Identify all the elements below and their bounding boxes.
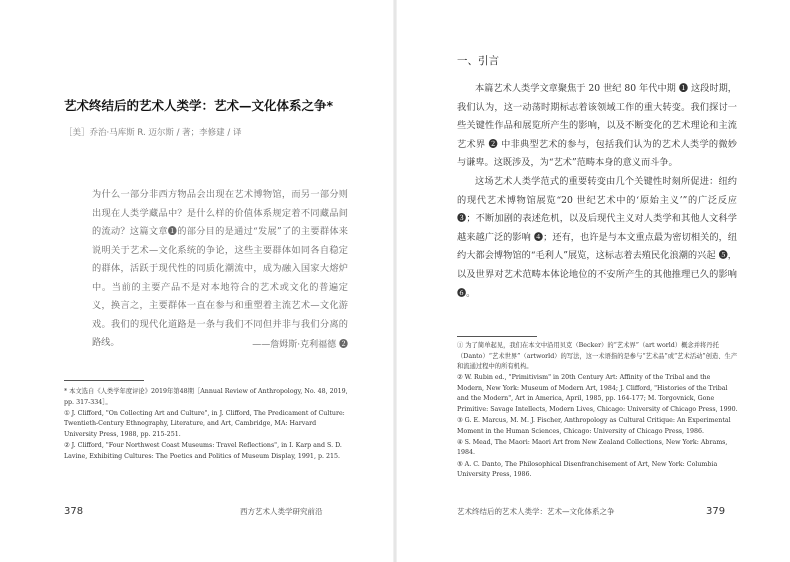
footnote: * 本文选自《人类学年度评论》2019年第48期［Annual Review of Anthropology, No. 48, 2019, pp. 317-334］。 [64,388,348,406]
section-heading: 一、引言 [457,55,499,67]
footnote: ④ S. Mead, The Maori: Maori Art from New Zealand Collections, New York: Abrams, 1984. [457,438,728,457]
footnote: ③ G. E. Marcus, M. M. J. Fischer, Anthropology as Cultural Critique: An Experimental Moment in the Human Sciences, Chicago: University of Chicago Press, 1986. [457,417,731,435]
epigraph-author: ——詹姆斯·克利福德 ❷ [252,340,348,350]
footnote: ① 为了简单起见，我们在本文中沿用贝克（Becker）的“艺术界”（art world）概念并将丹托（Danto）“艺术世界”（artworld）的写法，这一术语指的是参与“艺术品”或“艺术活动”创造、生产和流通过程中的所有机构。 [457,342,738,371]
footnote: ② W. Rubin ed., "Primitivism" in 20th Century Art: Affinity of the Tribal and the Modern, New York: Museum of Modern Art, 1984; J. Clifford, "Histories of the Tribal and the Modern", Art in America, April, 1985, pp. 164-177; M. Torgovnick, Gone Primitive: Savage Intellects, Modern Lives, Chicago: University of Chicago Press, 1990. [457,374,738,414]
right-footnotes [457,341,739,481]
footnote-rule [457,336,537,337]
book-spine [393,0,397,562]
footnote: ① J. Clifford, "On Collecting Art and Culture", in J. Clifford, The Predicament of Culture: Twentieth-Century Ethnography, Literature, and Art, Cambridge, MA: Harvard University Press, 1988, pp. 215-251. [64,409,345,438]
body-text [457,80,737,303]
footnote: ⑤ A. C. Danto, The Philosophical Disenfranchisement of Art, New York: Columbia University Press, 1986. [457,460,718,479]
footnote: ② J. Clifford, "Four Northwest Coast Museums: Travel Reflections", in I. Karp and S. D. Lavine, Exhibiting Cultures: The Poetics and Politics of Museum Display, 1991, p. 215. [64,441,342,460]
running-head-left: 西方艺术人类学研究前沿 [240,507,323,516]
epigraph: 为什么一部分非西方物品会出现在艺术博物馆，而另一部分则出现在人类学藏品中？是什么样的价值体系规定着不同藏品间的流动？这篇文章❶的部分目的是通过“发展”了的主要群体来说明关于艺术—文化系统的争论，这些主要群体如同各自稳定的群体，活跃于现代性的同质化潮流中，成为融入国家大熔炉中。当前的主要产品不是对本地符合的艺术或文化的普遍定义，换言之，主要群体一直在参与和重塑着主流艺术—文化游戏。我们的现代化道路是一条与我们不同但并非与我们分离的路线。 [92,189,348,348]
article-title: 艺术终结后的艺术人类学：艺术—文化体系之争* [64,98,334,113]
page-number-left: 378 [64,506,84,517]
running-head-right: 艺术终结后的艺术人类学：艺术—文化体系之争 [457,507,615,516]
author-line: ［美］乔治·马库斯 R. 迈尔斯 / 著；李修建 / 译 [64,128,242,138]
paragraph: 本篇艺术人类学文章聚焦于 20 世纪 80 年代中期 ❶ 这段时期，我们认为，这一动荡时期标志着该领域工作的重大转变。我们探讨一些关键性作品和展览所产生的影响，以及不断变化的艺术理论和主流艺术界 ❷ 中非典型艺术的参与，包括我们认为的艺术人类学的微妙与谦卑。这既涉及，为“艺术”范畴本身的意义而斗争。 [457,83,737,169]
page-number-right: 379 [706,506,726,517]
footnote-rule [64,380,144,381]
left-footnotes [64,387,350,463]
paragraph: 这场艺术人类学范式的重要转变由几个关键性时刻所促进：纽约的现代艺术博物馆展览“20 世纪艺术中的‘原始主义’”的广泛反应 ❸；不断加剧的表述危机，以及后现代主义对人类学和其他人文科学越来越广泛的影响 ❹；还有，也许是与本文重点最为密切相关的，纽约大都会博物馆的“毛利人”展览，这标志着去殖民化浪潮的兴起 ❺，以及世界对艺术范畴本体论地位的不安所产生的其他推理已久的影响 ❻。 [457,175,737,299]
